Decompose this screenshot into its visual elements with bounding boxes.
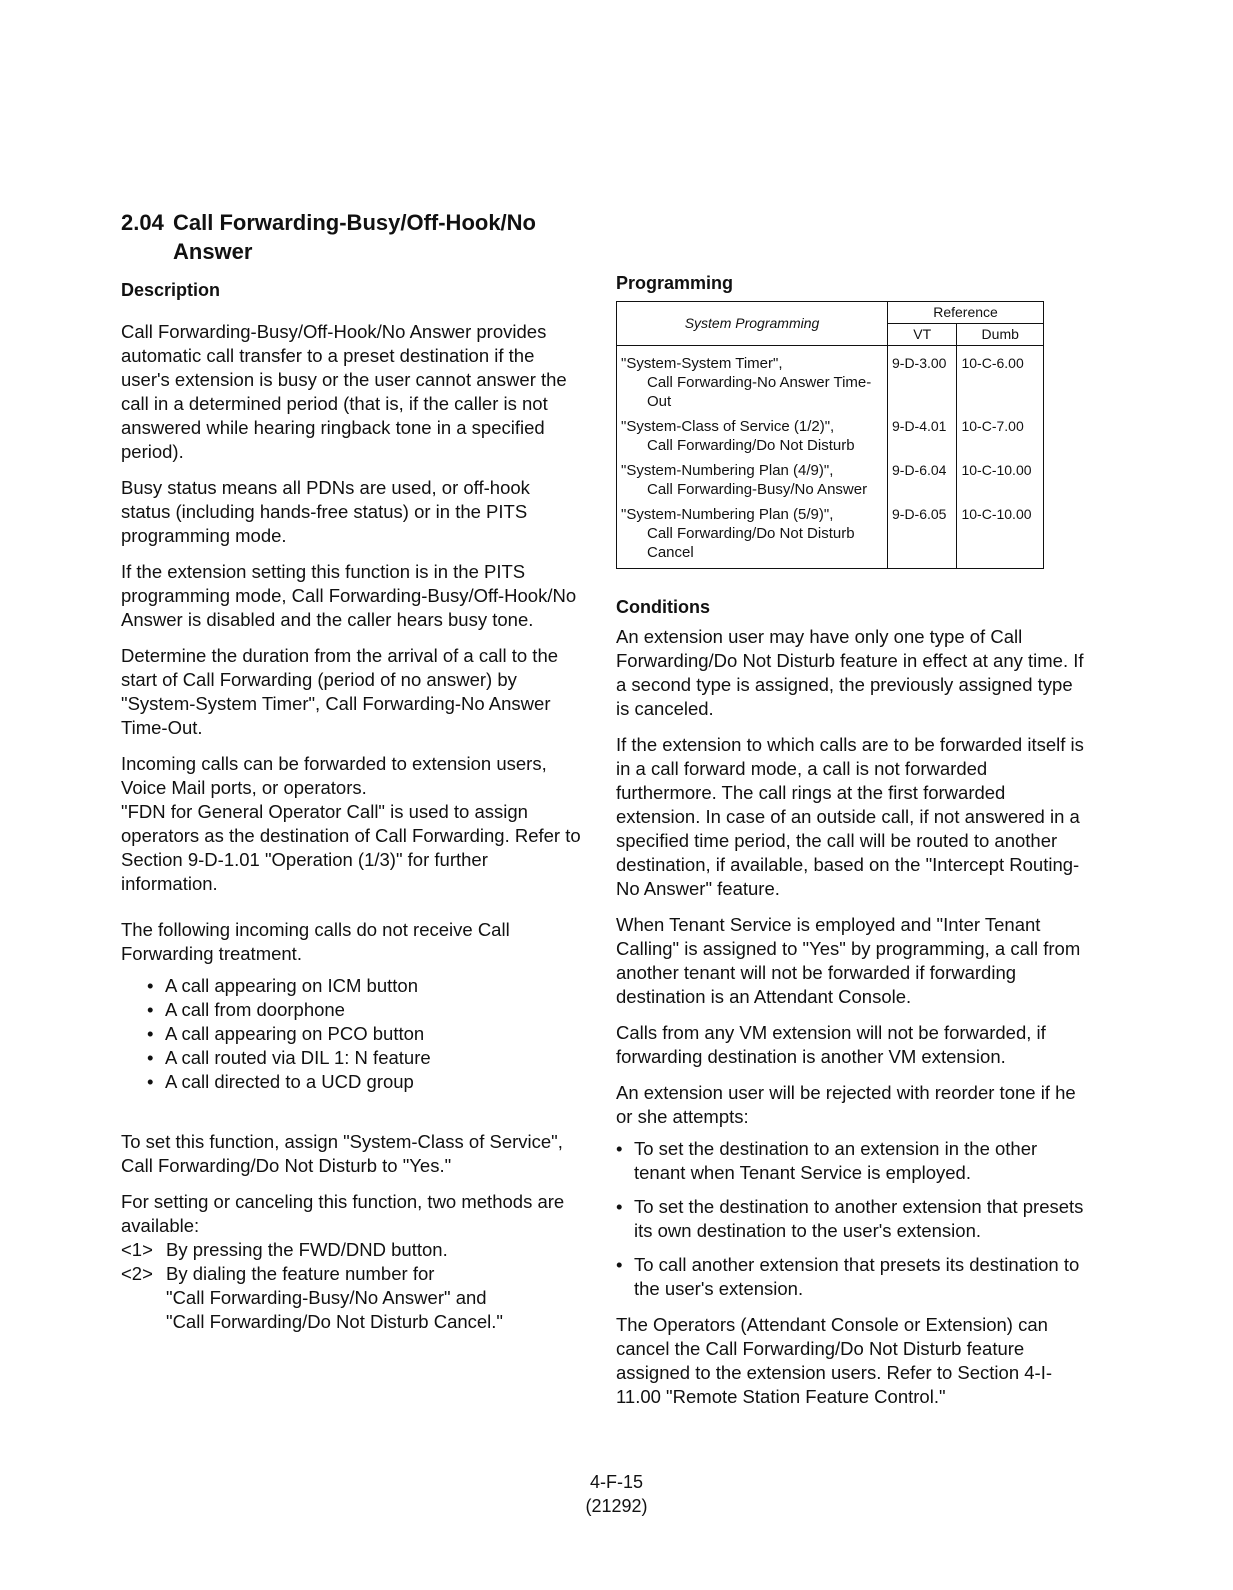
programming-heading: Programming xyxy=(616,273,734,293)
description-paragraph: Incoming calls can be forwarded to extension users, Voice Mail ports, or operators. xyxy=(121,753,547,798)
table-row xyxy=(617,458,1044,502)
ref-vt: 9-D-3.00 xyxy=(888,346,957,415)
programming-table xyxy=(616,301,1044,569)
entry-main: "System-Class of Service (1/2)", xyxy=(621,418,835,435)
method-tag: <2> xyxy=(121,1263,153,1284)
entry-sub: Call Forwarding/Do Not Disturb Cancel xyxy=(647,525,855,561)
page-footer xyxy=(0,1470,1233,1518)
col-reference: Reference xyxy=(888,302,1044,324)
entry-main: "System-System Timer", xyxy=(621,355,783,372)
table-row xyxy=(617,502,1044,569)
description-column xyxy=(121,278,581,1334)
list-item: • A call routed via DIL 1: N feature xyxy=(147,1046,581,1070)
page-number: 4-F-15 xyxy=(589,1472,643,1492)
reject-list xyxy=(616,1137,1086,1301)
description-paragraph: To set this function, assign "System-Class of Service", Call Forwarding/Do Not Disturb to "Yes." xyxy=(121,1131,563,1176)
method-text: By pressing the FWD/DND button. xyxy=(166,1239,448,1260)
ref-vt: 9-D-6.05 xyxy=(888,502,957,569)
document-code: (21292) xyxy=(585,1496,648,1516)
entry-sub: Call Forwarding-No Answer Time-Out xyxy=(647,374,872,410)
ref-dumb: 10-C-6.00 xyxy=(957,346,1044,415)
ref-dumb: 10-C-10.00 xyxy=(957,458,1044,502)
list-item: • To set the destination to another extension that presets its own destination to the user's extension. xyxy=(616,1195,1086,1243)
description-paragraph: Busy status means all PDNs are used, or off-hook status (including hands-free status) or in the PITS programming mode. xyxy=(121,477,530,546)
list-item: • To call another extension that presets its destination to the user's extension. xyxy=(616,1253,1086,1301)
method-item xyxy=(121,1262,581,1334)
col-dumb: Dumb xyxy=(957,324,1044,346)
list-item: • A call appearing on ICM button xyxy=(147,974,581,998)
section-title-line2: Answer xyxy=(173,239,253,264)
table-row xyxy=(617,414,1044,458)
description-paragraph: The following incoming calls do not receive Call Forwarding treatment. xyxy=(121,919,510,964)
conditions-paragraph: When Tenant Service is employed and "Inter Tenant Calling" is assigned to "Yes" by programming, a call from another tenant will not be forwarded if forwarding destination is an Attendant Console. xyxy=(616,914,1081,1007)
col-vt: VT xyxy=(888,324,957,346)
table-row xyxy=(617,346,1044,415)
description-paragraph: Determine the duration from the arrival of a call to the start of Call Forwarding (period of no answer) by "System-System Timer", Call Forwarding-No Answer Time-Out. xyxy=(121,645,559,738)
conditions-heading: Conditions xyxy=(616,597,710,617)
description-paragraph: "FDN for General Operator Call" is used to assign operators as the destination of Call Forwarding. Refer to Section 9-D-1.01 "Operation (1/3)" for further information. xyxy=(121,801,581,894)
ref-dumb: 10-C-10.00 xyxy=(957,502,1044,569)
description-paragraph: For setting or canceling this function, two methods are available: xyxy=(121,1191,565,1236)
list-item: • A call directed to a UCD group xyxy=(147,1070,581,1094)
method-text: By dialing the feature number for "Call Forwarding-Busy/No Answer" and "Call Forwarding/Do Not Disturb Cancel." xyxy=(166,1263,504,1332)
section-number: 2.04 xyxy=(121,210,164,235)
section-title-line1: Call Forwarding-Busy/Off-Hook/No xyxy=(173,210,536,235)
ref-vt: 9-D-6.04 xyxy=(888,458,957,502)
col-system-programming: System Programming xyxy=(617,302,888,346)
entry-main: "System-Numbering Plan (5/9)", xyxy=(621,506,834,523)
conditions-paragraph: If the extension to which calls are to be forwarded itself is in a call forward mode, a call is not forwarded furthermore. The call rings at the first forwarded extension. In case of an outside call, if not answered in a specified time period, the call will be routed to another destination, if available, based on the "Intercept Routing-No Answer" feature. xyxy=(616,734,1084,899)
list-item: • To set the destination to an extension in the other tenant when Tenant Service is employed. xyxy=(616,1137,1086,1185)
description-heading: Description xyxy=(121,280,221,300)
exclusion-list xyxy=(147,974,581,1094)
description-paragraph: Call Forwarding-Busy/Off-Hook/No Answer provides automatic call transfer to a preset destination if the user's extension is busy or the user cannot answer the call in a determined period (that is, if the caller is not answered while hearing ringback tone in a specified period). xyxy=(121,321,567,462)
section-title xyxy=(121,208,591,266)
ref-vt: 9-D-4.01 xyxy=(888,414,957,458)
method-tag: <1> xyxy=(121,1239,153,1260)
conditions-paragraph: Calls from any VM extension will not be forwarded, if forwarding destination is another VM extension. xyxy=(616,1022,1046,1067)
list-item: • A call from doorphone xyxy=(147,998,581,1022)
entry-main: "System-Numbering Plan (4/9)", xyxy=(621,462,834,479)
description-paragraph: If the extension setting this function is in the PITS programming mode, Call Forwarding-Busy/Off-Hook/No Answer is disabled and the caller hears busy tone. xyxy=(121,561,577,630)
conditions-paragraph: An extension user will be rejected with reorder tone if he or she attempts: xyxy=(616,1082,1076,1127)
entry-sub: Call Forwarding-Busy/No Answer xyxy=(647,481,868,498)
conditions-paragraph: The Operators (Attendant Console or Extension) can cancel the Call Forwarding/Do Not Disturb feature assigned to the extension users. Refer to Section 4-I-11.00 "Remote Station Feature Control." xyxy=(616,1314,1053,1407)
conditions-paragraph: An extension user may have only one type of Call Forwarding/Do Not Disturb feature in effect at any time. If a second type is assigned, the previously assigned type is canceled. xyxy=(616,626,1084,719)
list-item: • A call appearing on PCO button xyxy=(147,1022,581,1046)
entry-sub: Call Forwarding/Do Not Disturb xyxy=(647,437,855,454)
ref-dumb: 10-C-7.00 xyxy=(957,414,1044,458)
method-item xyxy=(121,1238,581,1262)
right-column xyxy=(616,271,1086,1421)
